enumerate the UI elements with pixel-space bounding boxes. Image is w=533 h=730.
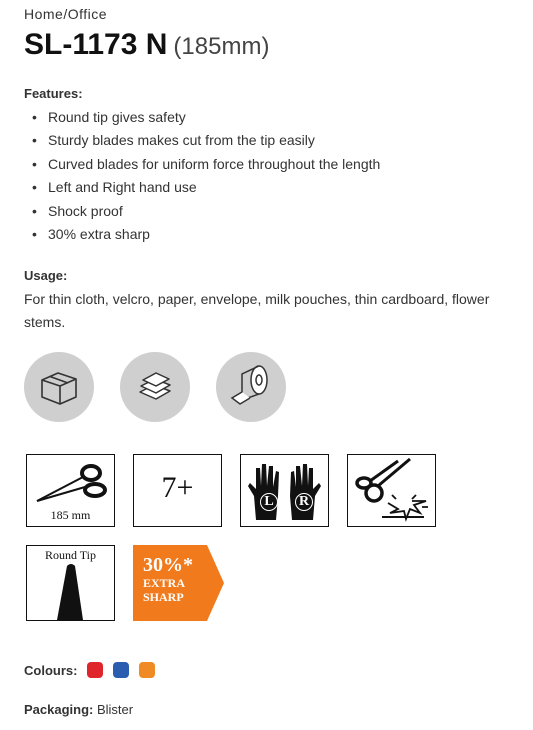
paper-stack-icon — [120, 352, 190, 422]
round-tip-label: Round Tip — [44, 548, 97, 562]
feature-item: • Sturdy blades makes cut from the tip easily — [24, 129, 524, 152]
usage-text: For thin cloth, velcro, paper, envelope, milk pouches, thin cardboard, flower stems. — [24, 291, 490, 330]
shock-proof-badge — [347, 454, 436, 527]
round-tip-icon — [27, 546, 113, 622]
feature-item: • Curved blades for uniform force throughout the length — [24, 153, 524, 176]
cardboard-box-icon — [24, 352, 94, 422]
breadcrumb[interactable]: Home/Office — [24, 6, 108, 22]
feature-item: • Round tip gives safety — [24, 106, 524, 129]
sharp-line1: EXTRA — [143, 576, 186, 590]
usage-label: Usage: — [24, 268, 68, 283]
colour-swatch-orange[interactable] — [139, 662, 155, 678]
right-hand-label: R — [295, 493, 313, 511]
age-label: 7+ — [161, 471, 194, 504]
features-label: Features: — [24, 86, 83, 101]
hand-use-badge — [240, 454, 329, 527]
age-badge — [133, 454, 222, 527]
hand-glove-icon — [242, 456, 327, 526]
feature-item: • 30% extra sharp — [24, 223, 524, 246]
spec-badges — [26, 454, 436, 527]
round-tip-badge — [26, 545, 115, 621]
length-label: 185 mm — [50, 508, 91, 522]
product-code: SL-1173 N — [24, 28, 168, 61]
length-badge — [26, 454, 115, 527]
left-hand-label: L — [260, 493, 278, 511]
colour-swatch-red[interactable] — [87, 662, 103, 678]
sharp-percent: 30%* — [143, 554, 193, 576]
tape-roll-icon — [216, 352, 286, 422]
packaging-value: Blister — [96, 702, 134, 717]
sharp-line2: SHARP — [143, 590, 184, 604]
product-size: (185mm) — [173, 33, 270, 60]
tip-sharp-badges — [26, 545, 224, 621]
scissors-impact-icon — [348, 455, 433, 525]
extra-sharp-badge — [133, 545, 224, 621]
scissors-icon — [27, 457, 112, 513]
usage-icons — [24, 352, 286, 422]
feature-item: • Shock proof — [24, 200, 524, 223]
packaging-row — [24, 702, 133, 717]
product-title — [24, 28, 269, 62]
colours-label: Colours: — [24, 662, 78, 678]
colours-row — [24, 662, 155, 678]
features-list — [24, 106, 524, 246]
feature-item: • Left and Right hand use — [24, 176, 524, 199]
colour-swatch-blue[interactable] — [113, 662, 129, 678]
packaging-label: Packaging: — [24, 702, 94, 717]
